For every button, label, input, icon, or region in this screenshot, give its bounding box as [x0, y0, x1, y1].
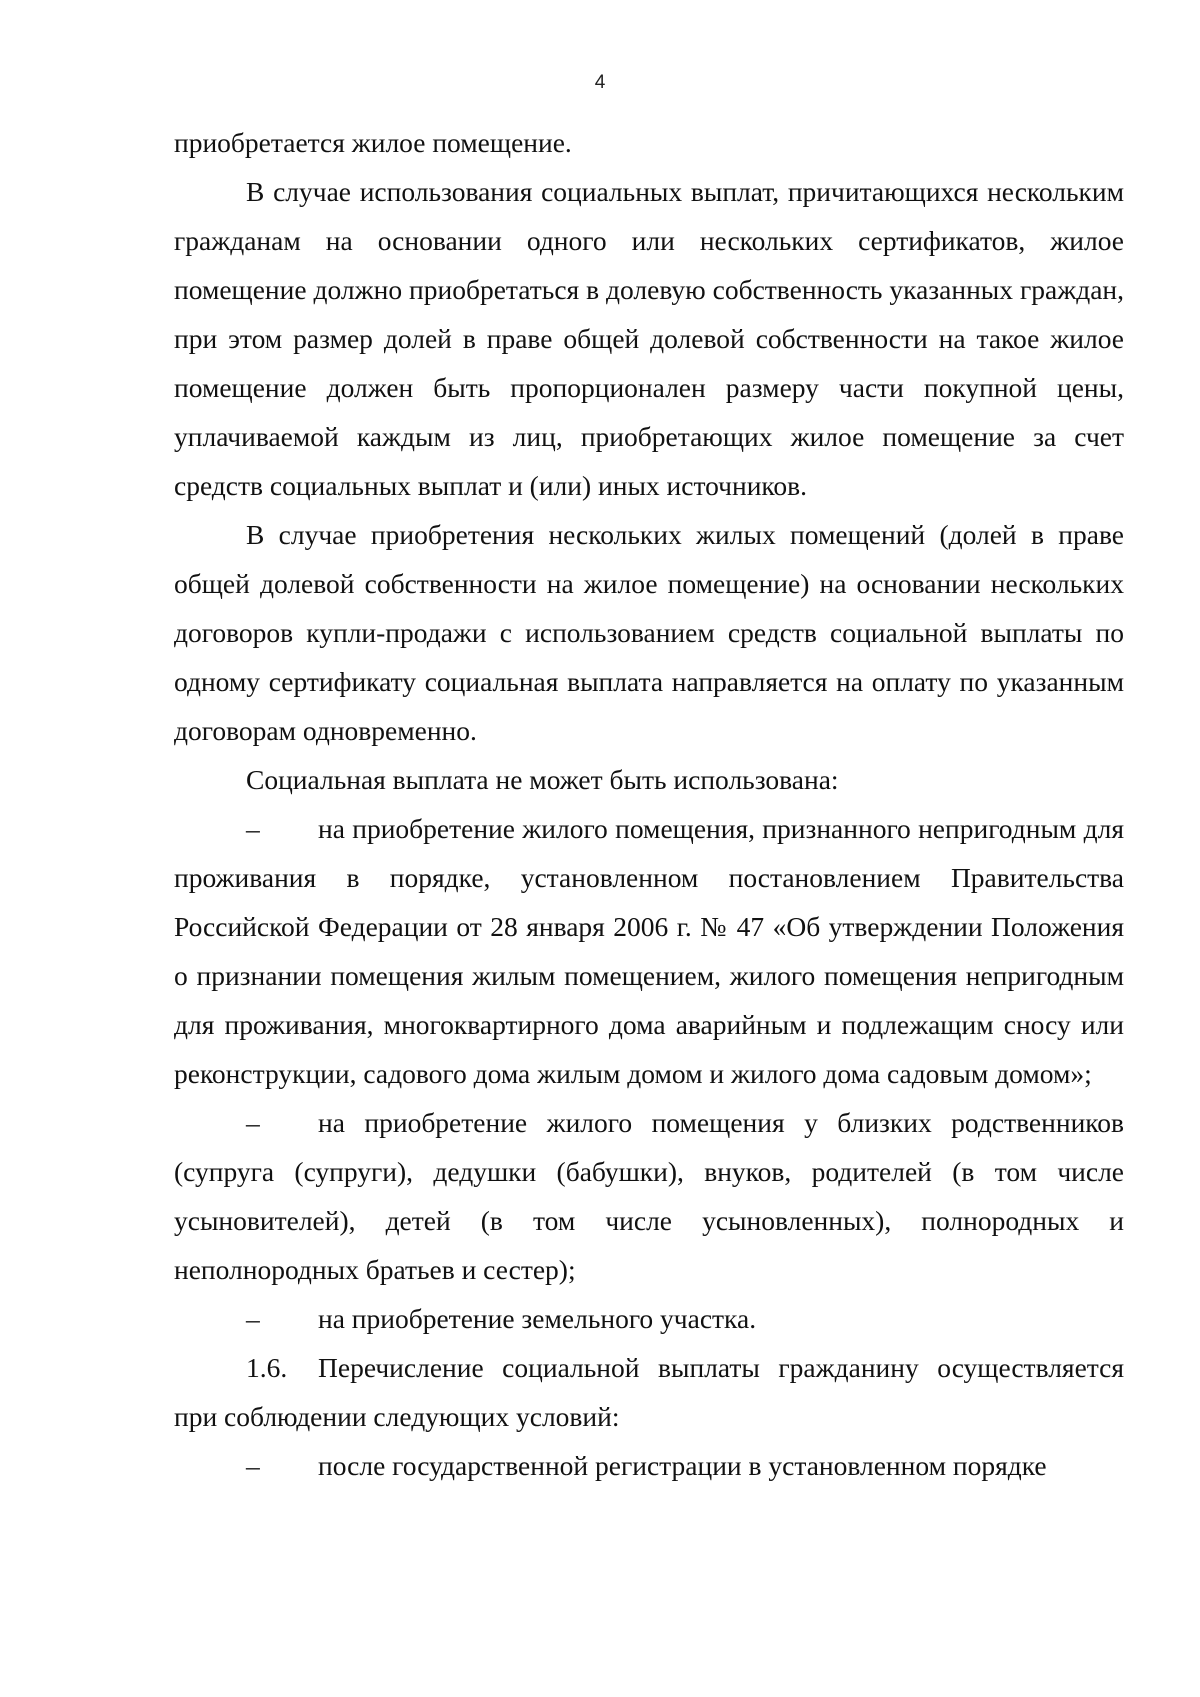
paragraph-restrictions-intro: Социальная выплата не может быть использована: — [246, 764, 839, 795]
document-body — [174, 118, 1124, 1490]
section-number: 1.6. — [246, 1352, 288, 1383]
paragraph-continuation: приобретается жилое помещение. — [174, 127, 572, 158]
list-item-text: на приобретение земельного участка. — [318, 1303, 757, 1334]
list-item-relatives — [174, 1098, 1124, 1294]
dash-marker: – — [246, 1107, 260, 1138]
paragraph-multiple-purchases: В случае приобретения нескольких жилых помещений (долей в праве общей долевой собственности на жилое помещение) на основании нескольких договоров купли-продажи с использованием средств социальной выплаты по одному сертификату социальная выплата направляется на оплату по указанным договорам одновременно. — [174, 519, 1124, 746]
section-text: Перечисление социальной выплаты гражданину осуществляется при соблюдении следующих условий: — [174, 1352, 1124, 1432]
list-item-text: на приобретение жилого помещения, признанного непригодным для проживания в порядке, установленном постановлением Правительства Российской Федерации от 28 января 2006 г. № 47 «Об утверждении Положения о признании помещения жилым помещением, жилого помещения непригодным для проживания, многоквартирного дома аварийным и подлежащим сносу или реконструкции, садового дома жилым домом и жилого дома садовым домом»; — [174, 813, 1124, 1089]
list-item-registration — [174, 1441, 1124, 1490]
list-item-text: после государственной регистрации в установленном порядке — [318, 1450, 1047, 1481]
list-item-text: на приобретение жилого помещения у близких родственников (супруга (супруги), дедушки (бабушки), внуков, родителей (в том числе усыновителей), детей (в том числе усыновленных), полнородных и неполнородных братьев и сестер); — [174, 1107, 1124, 1285]
section-1-6 — [174, 1343, 1124, 1441]
page-number: 4 — [594, 72, 606, 93]
dash-marker: – — [246, 1450, 260, 1481]
paragraph-shared-ownership: В случае использования социальных выплат, причитающихся нескольким гражданам на основании одного или нескольких сертификатов, жилое помещение должно приобретаться в долевую собственность указанных граждан, при этом размер долей в праве общей долевой собственности на такое жилое помещение должен быть пропорционален размеру части покупной цены, уплачиваемой каждым из лиц, приобретающих жилое помещение за счет средств социальных выплат и (или) иных источников. — [174, 176, 1124, 501]
list-item-unfit-housing — [174, 804, 1124, 1098]
dash-marker: – — [246, 1303, 260, 1334]
dash-marker: – — [246, 813, 260, 844]
list-item-land-plot — [174, 1294, 1124, 1343]
